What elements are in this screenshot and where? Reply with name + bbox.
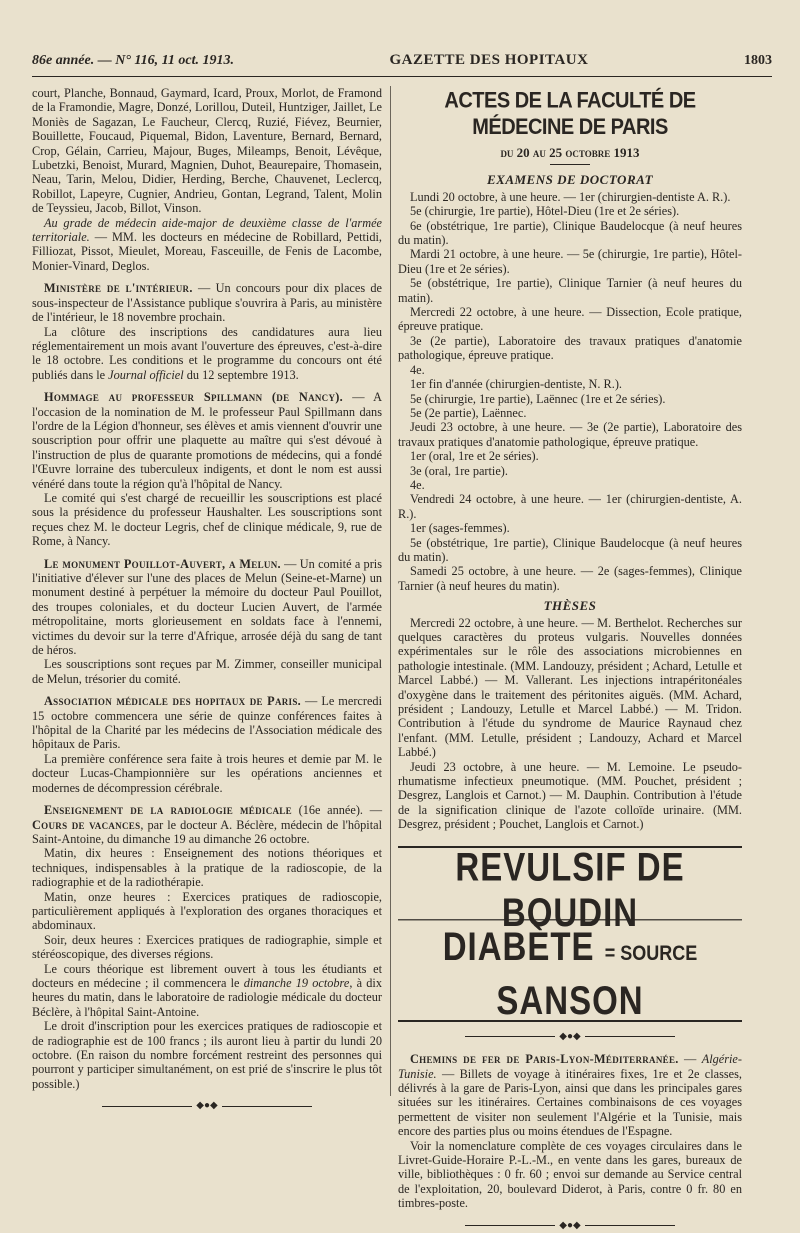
exam-entry: 5e (chirurgie, 1re partie), Laënnec (1re et 2e séries). — [410, 391, 666, 406]
exam-entry: 4e. — [410, 362, 425, 377]
association-paragraph — [32, 694, 382, 752]
examens-heading: EXAMENS DE DOCTORAT — [486, 172, 654, 188]
these-paragraph-2: Jeudi 23 octobre, à une heure. — M. Lemoine. Le pseudo-rhumatisme infectieux pneumotique. (MM. Pouchet, président ; Desgrez, Langlois et Carnot.) — M. Dauphin. Contribution à l'étude de la signification clinique de l'azote colloïde urinaire. (MM. Desgrez, président ; Pouchet, Langlois et Carnot.) — [398, 759, 742, 832]
ministere-text: — Un concours pour dix places de sous-inspecteur de l'Assistance publique s'ouvrira à Paris, au ministère de l'intérieur, le 18 novembre prochain. — [32, 281, 382, 325]
faculty-dates: du 20 au 25 octobre 1913 — [500, 145, 640, 160]
exam-entry: 1er (oral, 1re et 2e séries). — [410, 449, 539, 464]
advert-source-word: = SOURCE — [604, 940, 698, 965]
page-number: 1803 — [743, 53, 772, 68]
exam-list — [398, 190, 742, 593]
chemins-dash: — — [678, 1052, 702, 1067]
radiologie-text-5b: , à dix heures du matin, dans le laboratoire de radiologie médicale du docteur Béclère, à l'hôpital Saint-Antoine. — [32, 975, 382, 1019]
algerie-tunisie-label: Algérie-Tunisie. — [398, 1052, 742, 1081]
right-column — [398, 86, 742, 1231]
header-rule — [32, 76, 772, 77]
exam-entry: 1er (sages-femmes). — [410, 521, 510, 536]
faculty-title: ACTES DE LA FACULTÉ DE MÉDECINE DE PARIS — [444, 88, 696, 140]
radiologie-paragraph-3: Matin, onze heures : Exercices pratiques de radioscopie, particulièrement appliqués à l'exploration des organes thoraciques et abdominaux. — [32, 889, 382, 933]
advert-diabete — [398, 919, 742, 1025]
radiologie-date: dimanche 19 octobre — [243, 975, 350, 990]
chemins-paragraph — [398, 1052, 742, 1138]
exam-entry: 5e (obstétrique, 1re partie), Clinique Baudelocque (à neuf heures du matin). — [398, 535, 742, 564]
left-column — [32, 86, 383, 1112]
cours-vacances-label: Cours de vacances — [32, 817, 141, 832]
exam-entry: 4e. — [410, 477, 425, 492]
association-paragraph-2: La première conférence sera faite à trois heures et demie par M. le docteur Lucas-Championnière sur les opérations anciennes et modernes de décompression cérébrale. — [32, 751, 382, 795]
monument-paragraph-2: Les souscriptions sont reçues par M. Zimmer, conseiller municipal de Melun, trésorier du comité. — [32, 657, 382, 686]
hommage-paragraph — [32, 390, 382, 491]
grade-paragraph — [32, 216, 382, 274]
radiologie-heading: Enseignement de la radiologie médicale — [44, 803, 292, 818]
ministere-heading: Ministère de l'intérieur. — [44, 281, 193, 296]
column-divider — [390, 86, 391, 1096]
chemins-text: — Billets de voyage à itinéraires fixes, 1re et 2e classes, délivrés à la gare de Paris-Lyon, ainsi que dans les principales gares situées sur les itinéraires. Certaines combinaisons de ces voyages permettent de visiter non seulement l'Algérie et la Tunisie, mais encore des parties plus ou moins étendues de l'Espagne. — [398, 1066, 742, 1139]
radiologie-paragraph-4: Soir, deux heures : Exercices pratiques de radiographie, simple et stéréoscopique, des diverses régions. — [32, 932, 382, 962]
advert-box — [398, 846, 742, 1022]
radiologie-paragraph-2: Matin, dix heures : Enseignement des notions théoriques et techniques, indispensables à la pratique de la radioscopie, de la radiographie et de la radiothérapie. — [32, 846, 382, 890]
radiologie-paragraph-6: Le droit d'inscription pour les exercices pratiques de radioscopie et de radiographie est de 100 francs ; ils auront lieu à partir du lundi 20 octobre. (En raison du nombre forcément restreint des personnes qui pourront y participer simultanément, on est prié de s'inscrire le plus tôt possible.) — [32, 1019, 382, 1091]
hommage-text: — A l'occasion de la nomination de M. le professeur Paul Spillmann dans l'ordre de la Légion d'honneur, ses élèves et amis viennent d'ouvrir une souscription pour offrir une plaquette au maître qui s'est dévoué à l'instruction de plus de quarante promotions de médecins, qui a fondé l'Œuvre lorraine des tuberculeux indigents, et dont le nom est aussi vénéré dans toute la région qu'à l'hôpital de Nancy. — [32, 390, 382, 491]
chemins-paragraph-2: Voir la nomenclature complète de ces voyages circulaires dans le Livret-Guide-Horaire P.-L.-M., en vente dans les gares, bureaux de ville, bibliothèques : 0 fr. 60 ; envoi sur demande au Service central de l'exploitation, 20, boulevard Diderot, à Paris, contre 0 fr. 80 en timbres-poste. — [398, 1138, 742, 1211]
journal-officiel-ref: Journal officiel — [108, 367, 184, 382]
exam-entry: Samedi 25 octobre, à une heure. — 2e (sages-femmes), Clinique Tarnier (à neuf heures du matin). — [398, 564, 742, 593]
advert-revulsif: REVULSIF DE BOUDIN — [455, 844, 685, 935]
advert-ornament: ◆●◆ — [398, 1030, 742, 1044]
journal-title: GAZETTE DES HOPITAUX — [389, 52, 589, 68]
advert-sanson-word: SANSON — [496, 977, 644, 1023]
exam-entry: 5e (obstétrique, 1re partie), Clinique Tarnier (à neuf heures du matin). — [398, 276, 742, 305]
exam-entry: 5e (2e partie), Laënnec. — [410, 405, 527, 420]
radiologie-paragraph — [32, 803, 382, 846]
exam-entry: 5e (chirurgie, 1re partie), Hôtel-Dieu (1re et 2e séries). — [410, 204, 680, 219]
radiologie-year: (16e année). — — [291, 803, 382, 818]
ministere-paragraph-2 — [32, 325, 382, 383]
radiologie-text: , par le docteur A. Béclère, médecin de l'hôpital Saint-Antoine, du dimanche 19 au dimanche 26 octobre. — [32, 817, 382, 846]
hommage-paragraph-2: Le comité qui s'est chargé de recueillir les souscriptions est placé sous la présidence du professeur Haushalter. Les souscriptions sont reçues chez M. le docteur Legris, chef de clinique médicale, 9, rue de Rome, à Nancy. — [32, 490, 382, 549]
right-end-ornament: ◆●◆ — [398, 1219, 742, 1233]
advert-diabete-word: DIABÈTE — [442, 923, 595, 969]
these-paragraph-1: Mercredi 22 octobre, à une heure. — M. Berthelot. Recherches sur quelques caractères du proteus vulgaris. Nouvelles données expérimentales sur le rôle des associations microbiennes en pathologie intestinale. (MM. Landouzy, président ; Achard, Letulle et Marcel Labbé.) — M. Vallerant. Les injections intrapéritonéales d'oxygène dans le traitement des péritonites aiguës. (MM. Achard, président ; Landouzy, Letulle et Marcel Labbé.) — M. Tridon. Contribution à l'étude du syndrome de Maurice Raynaud chez l'enfant. (MM. Letulle, président ; Landouzy, Achard et Marcel Labbé.) — [398, 615, 742, 760]
title-rule — [550, 164, 590, 165]
monument-heading: Le monument Pouillot-Auvert, a Melun. — [44, 556, 281, 571]
monument-text: — Un comité a pris l'initiative d'élever sur l'une des places de Melun (Seine-et-Marne) un monument destiné à perpétuer la mémoire du docteur Paul Pouillot, des troupes coloniales, et du docteur Lucien Auvert, de l'armée métropolitaine, morts glorieusement en soldats face à l'ennemi, victimes du devoir sur la terre d'Afrique, arrosée déjà du sang de tant de héros. — [32, 556, 383, 658]
grade-heading: Au grade de médecin aide-major de deuxième classe de l'armée territoriale. — [32, 215, 382, 245]
association-heading: Association médicale des hopitaux de Paris. — [44, 694, 302, 709]
exam-entry: 3e (oral, 1re partie). — [410, 463, 508, 478]
exam-entry: Vendredi 24 octobre, à une heure. — 1er (chirurgien-dentiste, A. R.). — [398, 492, 742, 521]
chemins-heading: Chemins de fer de Paris-Lyon-Méditerranée. — [410, 1052, 679, 1067]
theses-heading: THÈSES — [543, 598, 597, 614]
exam-entry: 6e (obstétrique, 1re partie), Clinique Baudelocque (à neuf heures du matin). — [398, 218, 742, 248]
exam-entry: 3e (2e partie), Laboratoire des travaux pratiques d'anatomie pathologique, épreuve pratique. — [398, 333, 742, 363]
radiologie-text-5a: Le cours théorique est librement ouvert à tous les étudiants et docteurs en médecine ; il commencera le — [32, 961, 382, 990]
ministere-text-2a: La clôture des inscriptions des candidatures aura lieu réglementairement un mois avant l'ouverture des épreuves, c'est-à-dire le 18 octobre. Les conditions et le programme du concours ont été publiés dans le — [32, 324, 382, 382]
page-header — [32, 52, 772, 74]
monument-paragraph — [32, 557, 382, 658]
exam-entry: Jeudi 23 octobre, à une heure. — 3e (2e partie), Laboratoire des travaux pratiques d'anatomie pathologique, épreuve pratique. — [398, 420, 742, 449]
exam-entry: Mercredi 22 octobre, à une heure. — Dissection, Ecole pratique, épreuve pratique. — [398, 305, 742, 334]
ministere-text-2b: du 12 septembre 1913. — [183, 367, 299, 382]
exam-entry: Mardi 21 octobre, à une heure. — 5e (chirurgie, 1re partie), Hôtel-Dieu (1re et 2e séries). — [398, 247, 742, 276]
issue-info: 86e année. — N° 116, 11 oct. 1913. — [32, 53, 234, 68]
association-text: — Le mercredi 15 octobre commencera une série de quinze conférences faites à l'hôpital de la Charité par les médecins de l'Association médicale des hôpitaux de Paris. — [32, 694, 382, 752]
officer-list: court, Planche, Bonnaud, Gaymard, Icard, Proux, Morlot, de Framond de la Framondie, Magre, Donzé, Lorillou, Duteil, Huntziger, Jaillet, Le Moniès de Sagazan, Le Faucheur, Clercq, Ruzié, Fiévez, Beurnier, Bouillette, Foucaud, Piquemal, Bidon, Laventure, Bernard, Bernard, Crop, Gélain, Carrieu, Majour, Buges, Mileamps, Benoit, Lévêque, Lubetzki, Benoist, Murard, Magnien, Duhot, Beaurepaire, Thomasein, Neau, Tarin, Melou, Didier, Herding, Berche, Chauvenet, Leclercq, Robillot, Lapeyre, Cugnier, Andrieu, Gontan, Legrand, Talent, Molin de Teyssieu, Jacob, Billot, Vinson. — [32, 86, 382, 216]
grade-text: — MM. les docteurs en médecine de Robillard, Pettidi, Filliozat, Pissot, Mieulet, Moreau, Fasceuille, de Fenis de Lacombe, Monier-Vinard, Deglos. — [32, 230, 382, 273]
hommage-heading: Hommage au professeur Spillmann (de Nancy). — [44, 390, 344, 405]
exam-entry: 1er fin d'année (chirurgien-dentiste, N. R.). — [410, 377, 622, 392]
left-end-ornament: ◆●◆ — [32, 1099, 382, 1113]
ministere-paragraph — [32, 281, 382, 324]
exam-entry: Lundi 20 octobre, à une heure. — 1er (chirurgien-dentiste A. R.). — [410, 189, 731, 204]
radiologie-paragraph-5 — [32, 962, 382, 1020]
